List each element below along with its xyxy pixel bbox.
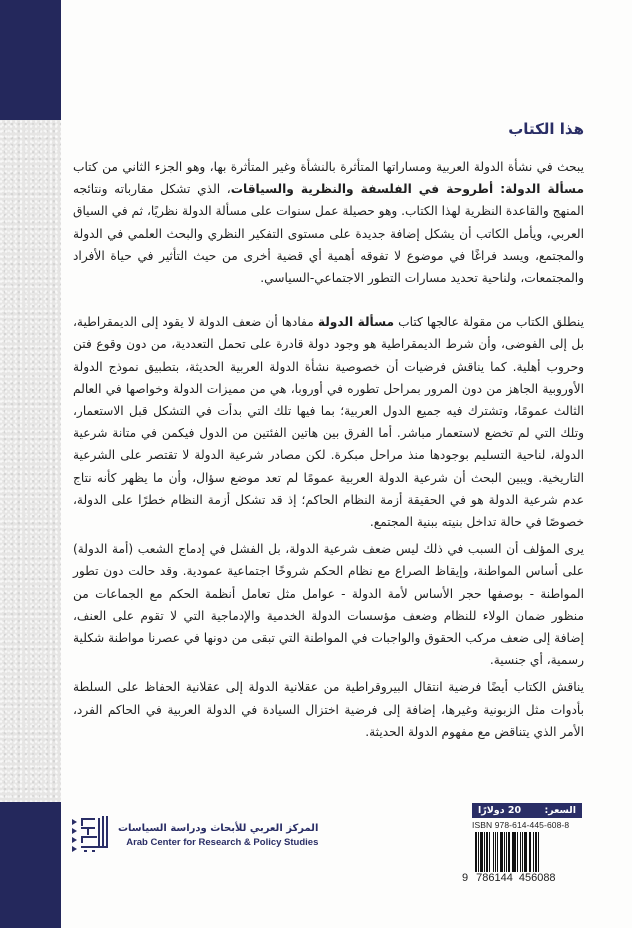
book-title-bold: مسألة الدولة: أطروحة في الفلسفة والنظرية والسياقات [230,182,584,197]
book-title-bold: مسألة الدولة [317,315,395,330]
paragraph-1: يبحث في نشأة الدولة العربية ومساراتها المتأثرة بالنشأة وغير المتأثرة بها، وهو الجزء الثاني من كتاب مسألة الدولة: أطروحة في الفلسفة والنظرية والسياقات، الذي تشكل مقارباته ونتائجه المنهج والقاعدة النظرية لهذا الكتاب. وهو حصيلة عمل سنوات على مسألة الدولة نظريًا، ثم في السياق العربي، ويأمل الكاتب أن يشكل إضافة جديدة على مستوى التفكير النظري والبحث العلمي في الدولة والمجتمع، ويسد فراغًا في موضوع لا تفوقه أهمية أي قضية أخرى من حيث التأثير في حياة الأفراد والمجتمعات، ولناحية تحديد مسارات التطور الاجتماعي-السياسي. [73,160,584,286]
publisher-logo [72,815,318,855]
paragraph-4: يناقش الكتاب أيضًا فرضية انتقال البيروقراطية من عقلانية الدولة إلى عقلانية الحفاظ على السلطة بأدوات مثل الزبونية وغيرها، إضافة إلى فرضية اختزال السيادة في الدولة العربية في الحاكم الفرد، الأمر الذي يتناقض مع مفهوم الدولة الحديثة. [73,680,584,739]
publisher-name [118,823,318,848]
publisher-name-en: Arab Center for Research & Policy Studies [126,836,319,848]
barcode-digits: 9 786144 456088 [462,872,556,884]
blurb-body [73,156,584,743]
price-value: 20 دولارًا [478,805,522,816]
barcode [475,832,583,872]
price-badge [472,803,582,818]
isbn-text: ISBN 978-614-445-608-8 [472,820,570,830]
arab-center-logo-icon [72,815,110,855]
spine-textured-band [0,120,61,802]
publisher-name-ar: المركز العربي للأبحاث ودراسة السياسات [118,822,319,834]
price-label: السعر: [544,805,576,816]
paragraph-2: ينطلق الكتاب من مقولة عالجها كتاب مسألة الدولة مفادها أن ضعف الدولة لا يقود إلى الديمقراطية، بل إلى الفوضى، وأن شرط الديمقراطية هو وجود دولة قادرة على تحمل التعددية، من دون وقوع فتن وحروب أهلية. كما يناقش فرضيات أن خصوصية نشأة الدولة العربية الحديثة، بتطبيق نموذج الدولة الأوروبية الجاهز من دون المرور بمراحل تطوره في أوروبا، هي من مميزات الدولة وخواصها في العالم الثالث عمومًا، وتشترك فيه جميع الدول العربية؛ بما فيها تلك التي بدأت في التشكل قبل الاستعمار، وتلك التي لم تخضع لاستعمار مباشر. أما الفرق بين هاتين الفئتين من الدول فيكمن في متانة شرعية الدولة، لناحية التسليم بوجودها منذ مراحل مبكرة. لكن مصادر شرعية الدولة لا تقتصر على الشرعية التاريخية. ويبين البحث أن شرعية الدولة العربية عمومًا لم تعد موضع سؤال، وأن ما يظهر كأنه نتاج عدم شرعية الدولة هو في الحقيقة أزمة النظام الحاكم؛ إذ قد تشكل أزمة النظام خطرًا على الدولة، خصوصًا في حالة تداخل بنيته ببنية المجتمع. [73,315,585,530]
paragraph-3: يرى المؤلف أن السبب في ذلك ليس ضعف شرعية الدولة، بل الفشل في إدماج الشعب (أمة الدولة) على أساس المواطنة، وإيقاظ الصراع مع نظام الحكم شروخًا اجتماعية عمودية. وقد حالت دون تطور المواطنة - بوصفها حجر الأساس لأمة الدولة - عوامل مثل تعامل أنظمة الحكم مع الجماعات من منظور ضمان الولاء للنظام وضعف مؤسسات الدولة الخدمية والإدماجية التي لا تقوم على العنف، إضافة إلى ضعف مركب الحقوق والواجبات في المواطنة التي تبقى من دونها في عصرنا مواطنة شكلية رسمية، أي جنسية. [73,542,584,668]
section-heading: هذا الكتاب [508,120,584,138]
